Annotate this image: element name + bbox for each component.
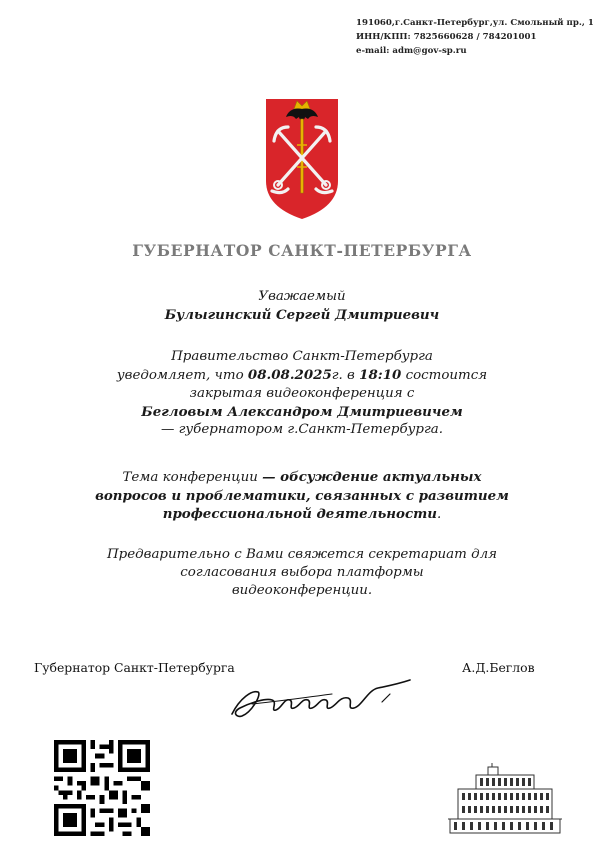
notice-line-5: — губернатором г.Санкт-Петербурга. (160, 422, 443, 437)
inn-kpp-line: ИНН/КПП: 7825660628 / 784201001 (356, 32, 537, 42)
topic-line-1-bold: обсуждение актуальных (275, 469, 482, 485)
secretariat-block (60, 546, 544, 600)
conference-date: 08.08.2025 (247, 367, 332, 383)
topic-line-3-end: . (437, 507, 442, 522)
notice-line-1: Правительство Санкт-Петербурга (171, 349, 433, 364)
recipient-name: Булыгинский Сергей Дмитриевич (164, 307, 440, 323)
conference-time: 18:10 (359, 367, 402, 383)
topic-prefix: Тема конференции (122, 470, 263, 485)
letterhead-details (356, 16, 594, 58)
topic-line-3-bold: профессиональной деятельности (162, 506, 438, 522)
topic-line-2: вопросов и проблематики, связанных с развитием (95, 488, 509, 504)
email-line: e-mail: adm@gov-sp.ru (356, 46, 467, 56)
notice-line-2-post: состоится (401, 368, 488, 383)
topic-line-3 (60, 505, 544, 524)
greeting-block (60, 288, 544, 324)
notice-line-2 (60, 366, 544, 385)
document-title: ГУБЕРНАТОР САНКТ-ПЕТЕРБУРГА (132, 241, 472, 260)
secretariat-line-1: Предварительно с Вами свяжется секретариат для (106, 547, 497, 562)
topic-block (60, 468, 544, 524)
topic-line-1 (60, 468, 544, 487)
topic-dash: — (262, 469, 276, 485)
notice-line-2-pre: уведомляет, что (116, 368, 248, 383)
qr-code-icon (54, 740, 150, 836)
handwritten-signature-icon (222, 668, 418, 728)
salutation: Уважаемый (258, 289, 346, 304)
saint-petersburg-coat-of-arms-icon (264, 97, 340, 221)
notice-line-2-mid: г. в (331, 368, 360, 383)
signatory-position: Губернатор Санкт-Петербурга (34, 660, 235, 675)
signatory-name: А.Д.Беглов (462, 660, 535, 675)
notice-line-3: закрытая видеоконференция с (189, 386, 415, 401)
address-line: 191060,г.Санкт-Петербург,ул. Смольный пр., 1 (356, 18, 594, 28)
host-name: Бегловым Александром Дмитриевичем (141, 404, 463, 420)
government-building-icon (446, 763, 564, 835)
notice-block (60, 348, 544, 439)
secretariat-line-2: согласования выбора платформы (180, 565, 424, 580)
secretariat-line-3: видеоконференции. (231, 583, 373, 598)
